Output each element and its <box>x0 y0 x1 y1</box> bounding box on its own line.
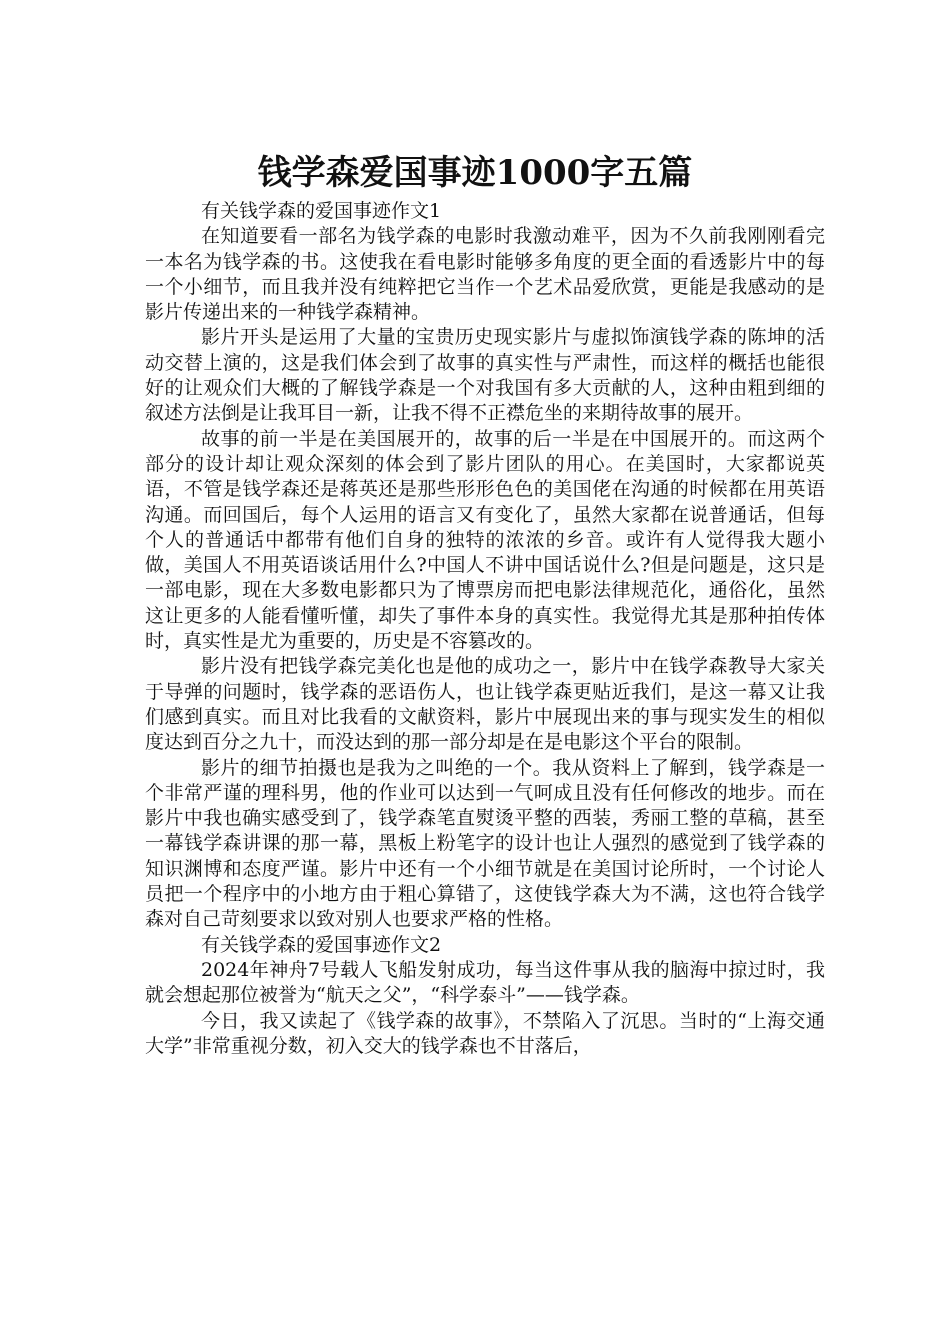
paragraph: 今日，我又读起了《钱学森的故事》，不禁陷入了沉思。当时的“上海交通大学”非常重视分数，初入交大的钱学森也不甘落后， <box>145 1009 825 1057</box>
document-title: 钱学森爱国事迹1000字五篇 <box>257 152 693 193</box>
paragraph: 影片没有把钱学森完美化也是他的成功之一，影片中在钱学森教导大家关于导弹的问题时，钱学森的恶语伤人，也让钱学森更贴近我们，是这一幕又让我们感到真实。而且对比我看的文献资料，影片中展现出来的事与现实发生的相似度达到百分之九十，而没达到的那一部分却是在是电影这个平台的限制。 <box>145 655 825 754</box>
document-body <box>145 199 825 1059</box>
section-heading-1: 有关钱学森的爱国事迹作文1 <box>201 200 442 222</box>
paragraph: 影片开头是运用了大量的宝贵历史现实影片与虚拟饰演钱学森的陈坤的活动交替上演的，这是我们体会到了故事的真实性与严肃性，而这样的概括也能很好的让观众们大概的了解钱学森是一个对我国有多大贡献的人，这种由粗到细的叙述方法倒是让我耳目一新，让我不得不正襟危坐的来期待故事的展开。 <box>145 326 825 425</box>
paragraph: 2024年神舟7号载人飞船发射成功，每当这件事从我的脑海中掠过时，我就会想起那位被誉为“航天之父”，“科学泰斗”——钱学森。 <box>145 958 825 1007</box>
paragraph: 故事的前一半是在美国展开的，故事的后一半是在中国展开的。而这两个部分的设计却让观众深刻的体会到了影片团队的用心。在美国时，大家都说英语，不管是钱学森还是蒋英还是那些形形色色的美国佬在沟通的时候都在用英语沟通。而回国后，每个人运用的语言又有变化了，虽然大家都在说普通话，但每个人的普通话中都带有他们自身的独特的浓浓的乡音。或许有人觉得我大题小做，美国人不用英语谈话用什么?中国人不讲中国话说什么?但是问题是，这只是一部电影，现在大多数电影都只为了博票房而把电影法律规范化，通俗化，虽然这让更多的人能看懂听懂，却失了事件本身的真实性。我觉得尤其是那种拍传体时，真实性是尤为重要的，历史是不容篡改的。 <box>145 427 825 653</box>
paragraph: 影片的细节拍摄也是我为之叫绝的一个。我从资料上了解到，钱学森是一个非常严谨的理科男，他的作业可以达到一气呵成且没有任何修改的地步。而在影片中我也确实感受到了，钱学森笔直熨烫平整的西装，秀丽工整的草稿，甚至一幕钱学森讲课的那一幕，黑板上粉笔字的设计也让人强烈的感觉到了钱学森的知识渊博和态度严谨。影片中还有一个小细节就是在美国讨论所时，一个讨论人员把一个程序中的小地方由于粗心算错了，这使钱学森大为不满，这也符合钱学森对自己苛刻要求以致对别人也要求严格的性格。 <box>145 756 825 931</box>
paragraph: 在知道要看一部名为钱学森的电影时我激动难平，因为不久前我刚刚看完一本名为钱学森的书。这使我在看电影时能够多角度的更全面的看透影片中的每一个小细节，而且我并没有纯粹把它当作一个艺术品爱欣赏，更能是我感动的是影片传递出来的一种钱学森精神。 <box>145 225 825 324</box>
section-heading-2: 有关钱学森的爱国事迹作文2 <box>201 933 442 956</box>
